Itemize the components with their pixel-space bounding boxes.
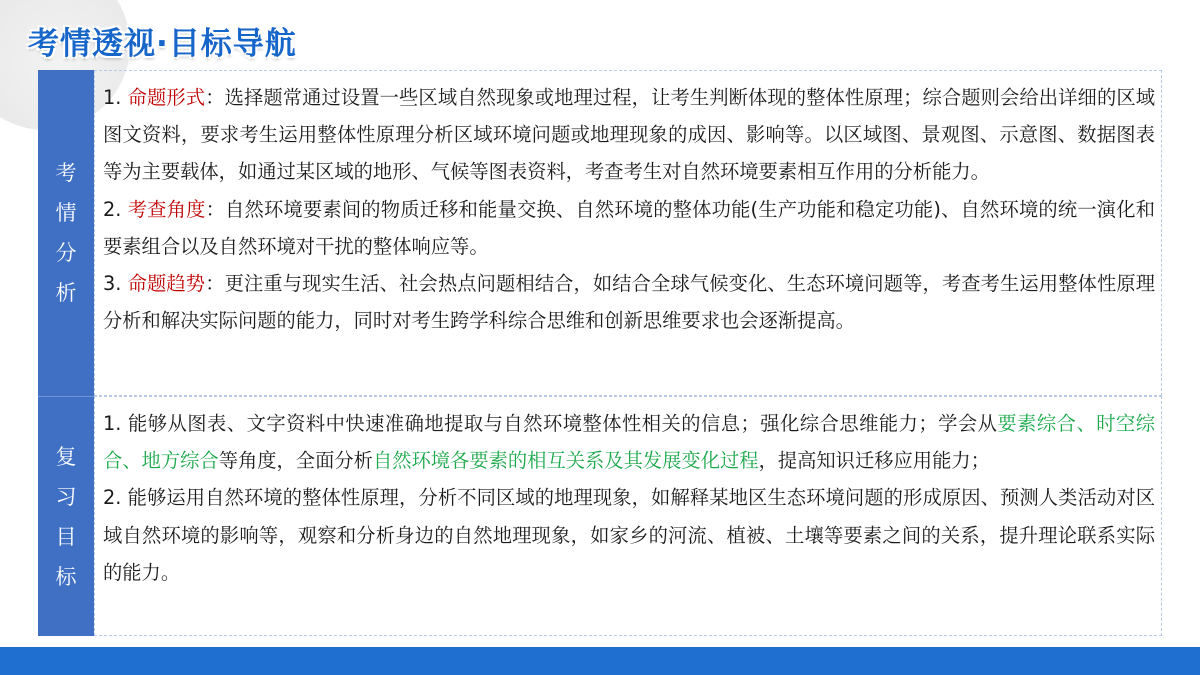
content-table xyxy=(38,70,1162,636)
section-content-exam-analysis xyxy=(94,70,1162,396)
item-key: 命题趋势 xyxy=(127,272,206,296)
highlight-text: 要素综合、时空综合、地方综合 xyxy=(103,412,1155,473)
section-review-goals xyxy=(38,396,1162,636)
side-char: 情 xyxy=(55,201,77,225)
side-char: 考 xyxy=(55,161,77,185)
item-text: 等角度，全面分析 xyxy=(218,449,373,473)
goal-item xyxy=(103,479,1155,591)
bottom-bar xyxy=(0,647,1200,675)
side-char: 标 xyxy=(55,564,77,589)
item-number: 2. xyxy=(103,197,122,221)
item-colon: ： xyxy=(205,86,225,109)
side-char: 析 xyxy=(55,281,77,305)
item-number: 3. xyxy=(103,272,122,296)
item-text: ，提高知识迁移应用能力； xyxy=(758,449,990,473)
item-text: 选择题常通过设置一些区域自然现象或地理过程，让考生判断体现的整体性原理；综合题则会给出详细的区域图文资料，要求考生运用整体性原理分析区域环境问题或地理现象的成因、影响等。以区域图、景观图、示意图、数据图表等为主要载体，如通过某区域的地形、气候等图表资料，考查考生对自然环境要素相互作用的分析能力。 xyxy=(103,86,1155,184)
item-text: 能够运用自然环境的整体性原理，分析不同区域的地理现象，如解释某地区生态环境问题的形成原因、预测人类活动对区域自然环境的影响等，观察和分析身边的自然地理现象，如家乡的河流、植被、土壤等要素之间的关系，提升理论联系实际的能力。 xyxy=(103,486,1155,584)
item-number: 1. xyxy=(103,86,122,109)
highlight-text: 自然环境各要素的相互关系及其发展变化过程 xyxy=(372,449,759,473)
section-content-review-goals xyxy=(94,396,1162,636)
item-text: 更注重与现实生活、社会热点问题相结合，如结合全球气候变化、生态环境问题等，考查考生运用整体性原理分析和解决实际问题的能力，同时对考生跨学科综合思维和创新思维要求也会逐渐提高。 xyxy=(103,272,1155,333)
item-text: 能够从图表、文字资料中快速准确地提取与自然环境整体性相关的信息；强化综合思维能力；学会从 xyxy=(128,412,998,435)
section-label-review-goals xyxy=(38,396,94,636)
side-char: 目 xyxy=(55,524,77,549)
item-colon: ： xyxy=(205,272,225,296)
page-title: 考情透视·目标导航 xyxy=(28,26,297,62)
analysis-item xyxy=(103,79,1155,191)
item-number: 1. xyxy=(103,412,122,435)
side-char: 复 xyxy=(55,444,77,469)
item-key: 考查角度 xyxy=(127,197,206,221)
side-char: 分 xyxy=(55,241,77,265)
section-exam-analysis xyxy=(38,70,1162,396)
analysis-item xyxy=(103,265,1155,339)
side-char: 习 xyxy=(55,484,77,509)
goal-item xyxy=(103,405,1155,479)
analysis-item xyxy=(103,191,1155,265)
item-colon: ： xyxy=(205,197,226,221)
item-text: 自然环境要素间的物质迁移和能量交换、自然环境的整体功能(生产功能和稳定功能)、自然环境的统一演化和要素组合以及自然环境对干扰的整体响应等。 xyxy=(103,197,1155,258)
section-label-exam-analysis xyxy=(38,70,94,396)
item-key: 命题形式 xyxy=(127,86,206,109)
item-number: 2. xyxy=(103,486,122,510)
